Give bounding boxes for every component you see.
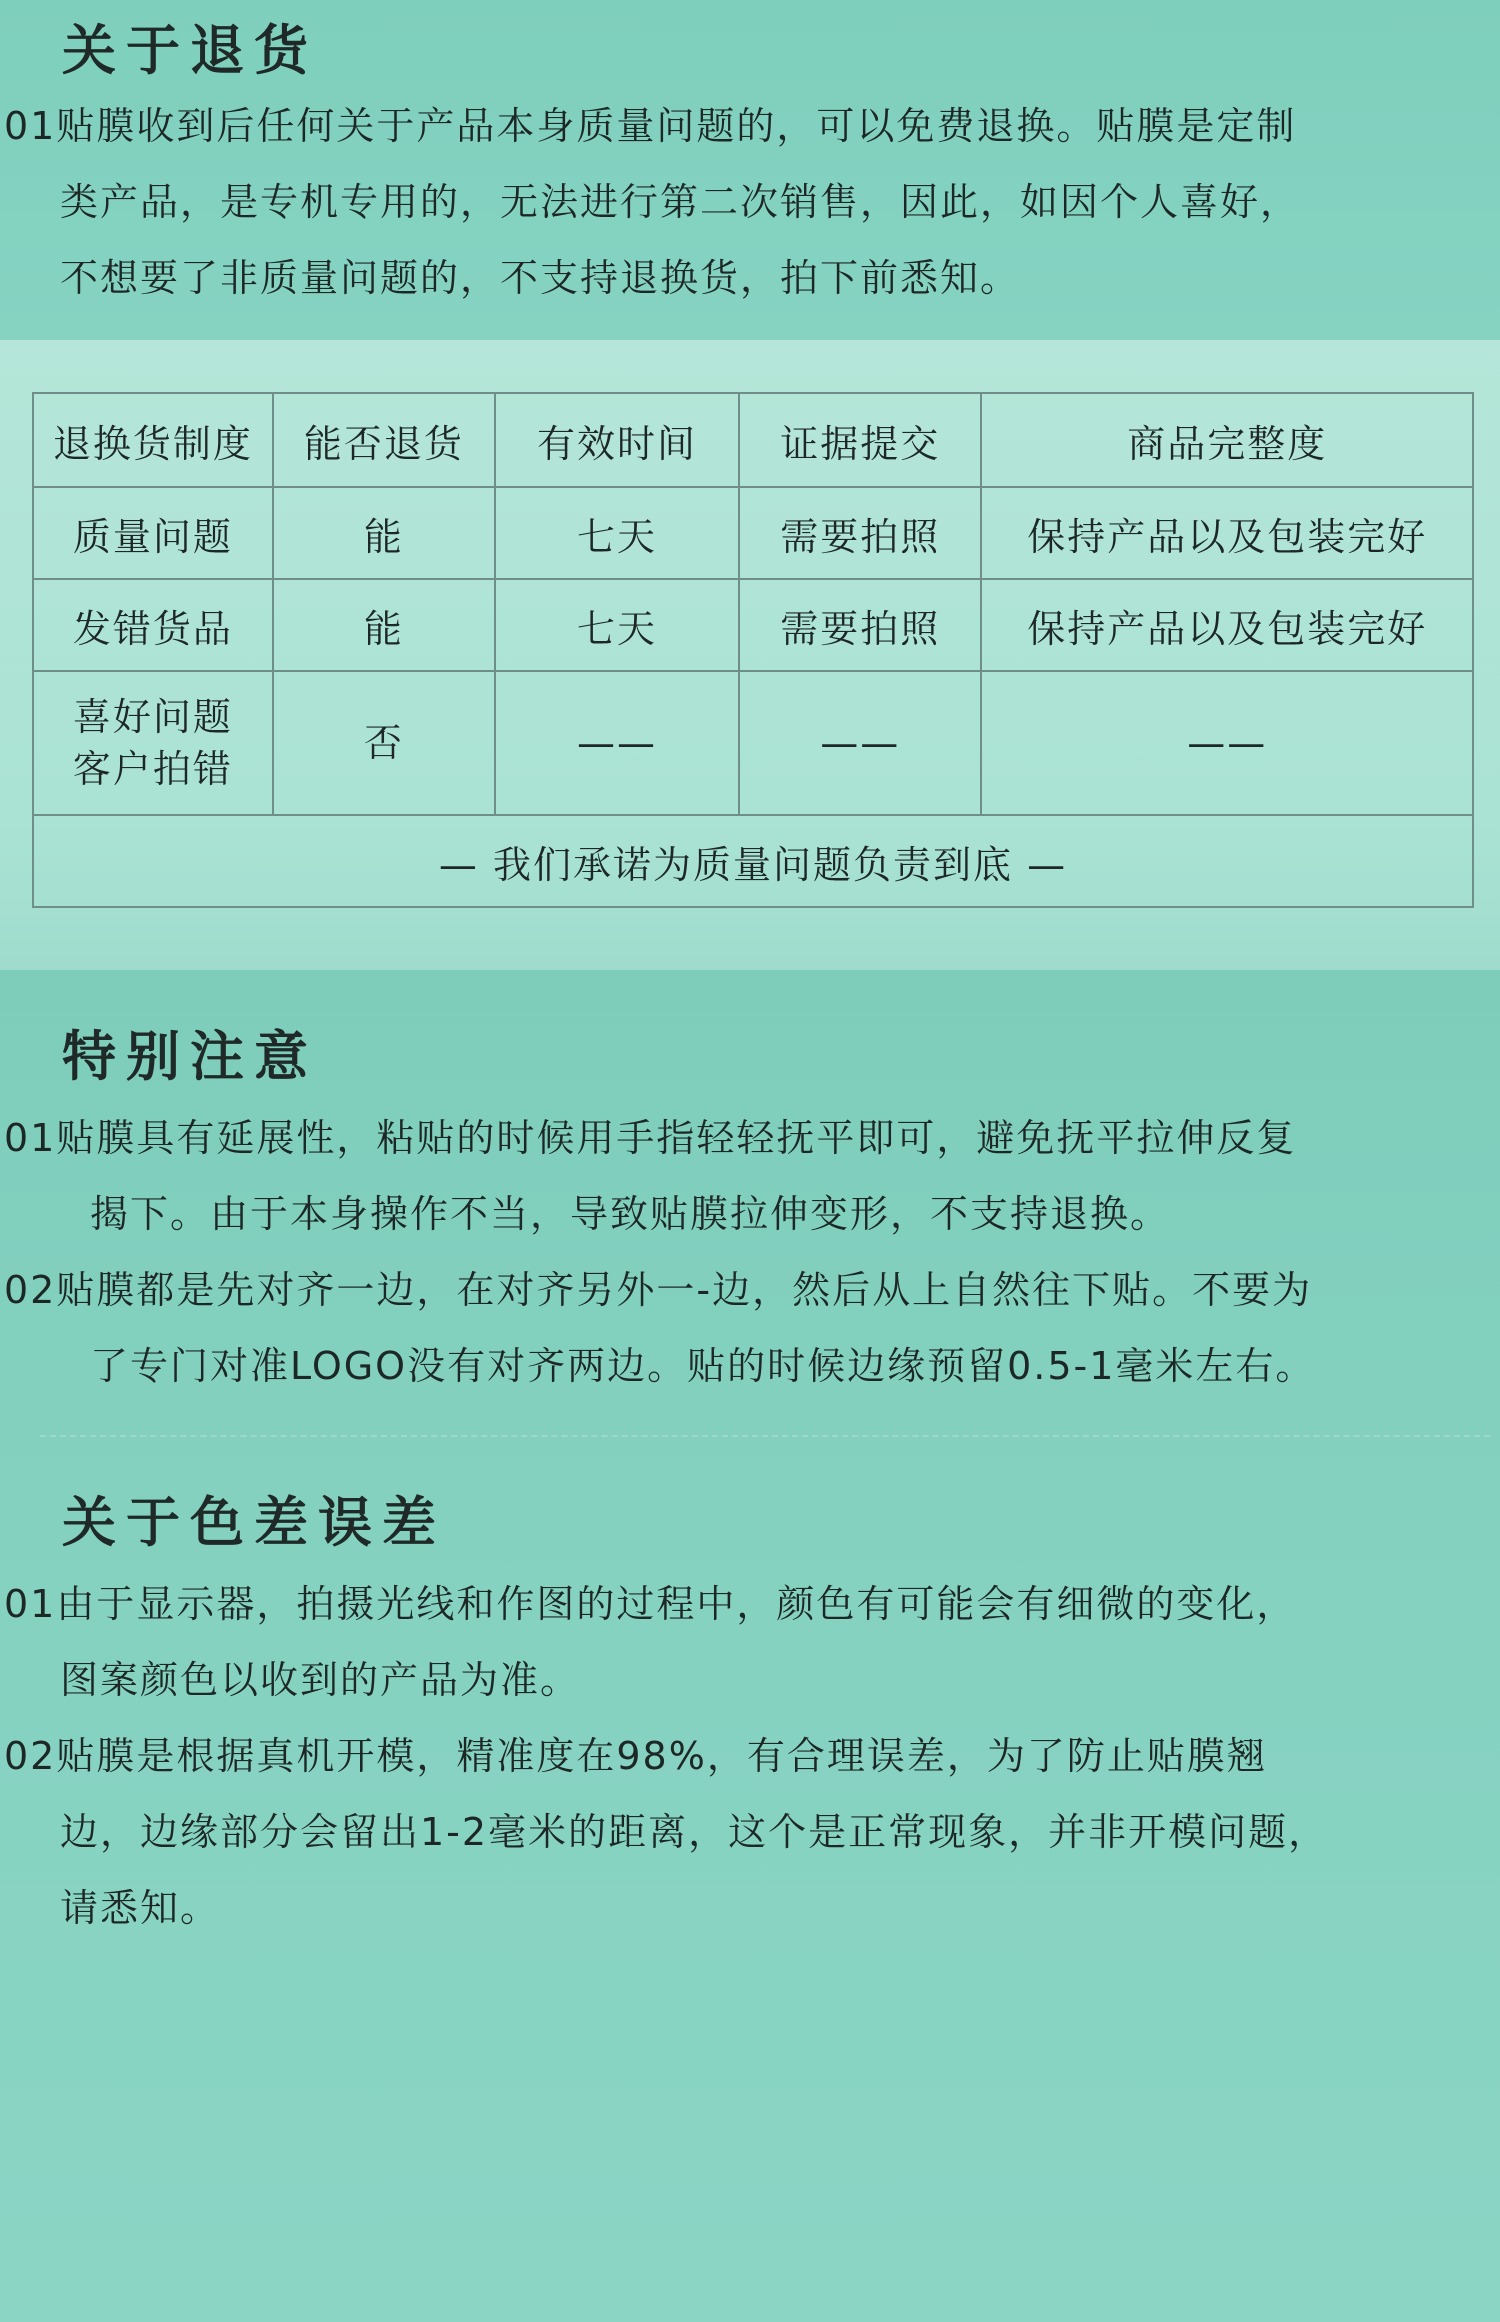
table-cell: 七天 <box>495 579 739 671</box>
table-cell: 喜好问题 客户拍错 <box>33 671 273 815</box>
returns-line: 01贴膜收到后任何关于产品本身质量问题的，可以免费退换。贴膜是定制 <box>4 104 1297 148</box>
table-header-cell: 有效时间 <box>495 393 739 487</box>
table-cell: 保持产品以及包装完好 <box>981 487 1473 579</box>
color-heading: 关于色差误差 <box>62 1491 446 1554</box>
notice-line: 01贴膜具有延展性，粘贴的时候用手指轻轻抚平即可，避免抚平拉伸反复 <box>4 1116 1297 1160</box>
table-cell: 七天 <box>495 487 739 579</box>
table-cell: 需要拍照 <box>739 579 981 671</box>
table-cell: 质量问题 <box>33 487 273 579</box>
color-line: 02贴膜是根据真机开模，精准度在98%，有合理误差，为了防止贴膜翘 <box>4 1734 1267 1778</box>
color-paragraph <box>0 1566 1500 1946</box>
color-line: 01由于显示器，拍摄光线和作图的过程中，颜色有可能会有细微的变化， <box>4 1582 1297 1626</box>
table-row <box>33 671 1473 815</box>
notice-line: 揭下。由于本身操作不当，导致贴膜拉伸变形，不支持退换。 <box>90 1192 1171 1236</box>
table-cell: 能 <box>273 487 495 579</box>
table-cell: 保持产品以及包装完好 <box>981 579 1473 671</box>
color-line: 请悉知。 <box>60 1886 221 1930</box>
table-cell: 需要拍照 <box>739 487 981 579</box>
table-header-cell: 证据提交 <box>739 393 981 487</box>
returns-line: 类产品，是专机专用的，无法进行第二次销售，因此，如因个人喜好， <box>60 180 1301 224</box>
table-header-row <box>33 393 1473 487</box>
table-header-cell: 退换货制度 <box>33 393 273 487</box>
table-header-cell: 商品完整度 <box>981 393 1473 487</box>
returns-heading: 关于退货 <box>62 19 318 82</box>
notice-line: 02贴膜都是先对齐一边，在对齐另外一-边，然后从上自然往下贴。不要为 <box>4 1268 1313 1312</box>
returns-line: 不想要了非质量问题的，不支持退换货，拍下前悉知。 <box>60 256 1021 300</box>
return-policy-table <box>32 392 1474 908</box>
table-cell: —— <box>739 671 981 815</box>
table-footer-row <box>33 815 1473 907</box>
table-header-cell: 能否退货 <box>273 393 495 487</box>
returns-paragraph <box>0 88 1500 316</box>
table-row <box>33 579 1473 671</box>
notice-heading: 特别注意 <box>62 1025 318 1088</box>
color-line: 图案颜色以收到的产品为准。 <box>60 1658 581 1702</box>
section-divider <box>40 1435 1490 1437</box>
color-line: 边，边缘部分会留出1-2毫米的距离，这个是正常现象，并非开模问题， <box>60 1810 1329 1854</box>
notice-paragraph <box>0 1100 1500 1404</box>
table-row <box>33 487 1473 579</box>
table-footer-note: — 我们承诺为质量问题负责到底 — <box>33 815 1473 907</box>
table-cell: 能 <box>273 579 495 671</box>
notice-line: 了专门对准LOGO没有对齐两边。贴的时候边缘预留0.5-1毫米左右。 <box>90 1344 1316 1388</box>
table-cell: 发错货品 <box>33 579 273 671</box>
table-cell: —— <box>981 671 1473 815</box>
table-cell: 否 <box>273 671 495 815</box>
table-cell: —— <box>495 671 739 815</box>
